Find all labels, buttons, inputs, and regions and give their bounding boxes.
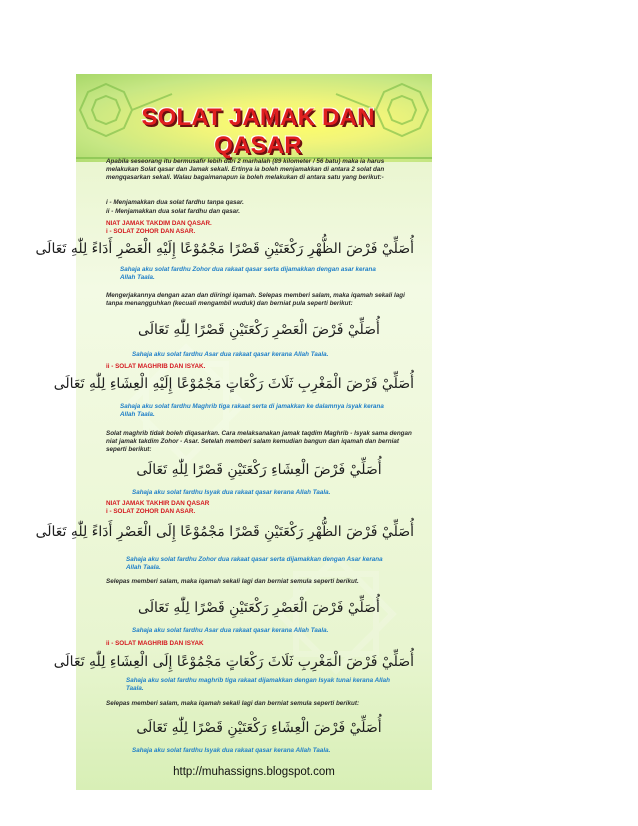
footer-link[interactable]: http://muhassigns.blogspot.com xyxy=(173,766,335,778)
subheading-maghrib-isyak: ii - SOLAT MAGHRIB DAN ISYAK xyxy=(106,640,204,647)
translation-maghrib-takhir: Sahaja aku solat fardhu maghrib tiga rakaat dijamakkan dengan Isyak tunai kerana Allah Taala. xyxy=(126,677,390,693)
translation-maghrib: Sahaja aku solat fardhu Maghrib tiga rakaat serta di jamakkan ke dalamnya isyak kerana Allah Taala. xyxy=(120,403,384,419)
section-heading-jamak-takdim: NIAT JAMAK TAKDIM DAN QASAR. xyxy=(106,220,212,227)
subheading-zohor-asar: i - SOLAT ZOHOR DAN ASAR. xyxy=(106,508,196,515)
arabic-niat-zohor: أُصَلِّيْ فَرْضَ الظُّهْرِ رَكْعَتَيْنِ قَصْرًا مَجْمُوْعًا إِلَيْهِ الْعَصْرِ أَدَاءً لِلّٰهِ تَعَالَى xyxy=(35,241,414,257)
translation-zohor: Sahaja aku solat fardhu Zohor dua rakaat qasar serta dijamakkan dengan asar kerana Allah Taala. xyxy=(120,266,376,282)
option-one: i - Menjamakkan dua solat fardhu tanpa qasar. xyxy=(106,199,244,206)
section-heading-jamak-takhir: NIAT JAMAK TAKHIR DAN QASAR xyxy=(106,500,210,507)
option-two: ii - Menjamakkan dua solat fardhu dan qasar. xyxy=(106,208,241,215)
note-text: Mengerjakannya dengan azan dan diiringi iqamah. Selepas memberi salam, maka iqamah sekali lagi tanpa menangguhkan (kecuali mengambil wuduk) dan berniat pula seperti berikut: xyxy=(106,292,405,308)
intro-text: Apabila seseorang itu bermusafir lebih dari 2 marhalah (89 kilometer / 56 batu) maka ia harus melakukan Solat qasar dan Jamak sekali. Ertinya ia boleh menjamakkan di antara 2 solat dan mengqasarkan sekali. Walau bagaimanapun ia boleh melakukan di antara satu yang berikut:- xyxy=(106,158,385,182)
arabic-niat-isyak-takhir: أُصَلِّيْ فَرْضَ الْعِشَاءِ رَكْعَتَيْنِ قَصْرًا لِلّٰهِ تَعَالَى xyxy=(136,720,382,736)
translation-zohor-takhir: Sahaja aku solat fardhu Zohor dua rakaat qasar serta dijamakkan dengan Asar kerana Allah Taala. xyxy=(126,556,383,572)
note-text: Solat maghrib tidak boleh diqasarkan. Cara melaksanakan jamak taqdim Maghrib - Isyak sama dengan niat jamak takdim Zohor - Asar. Setelah memberi salam kemudian bangun dan iqamah dan berniat seperti berikut: xyxy=(106,430,412,454)
arabic-niat-maghrib-takhir: أُصَلِّيْ فَرْضَ الْمَغْرِبِ ثَلَاثَ رَكْعَاتٍ مَجْمُوْعًا إِلَى الْعِشَاءِ لِلّٰهِ تَعَالَى xyxy=(53,654,414,670)
arabic-niat-asar: أُصَلِّيْ فَرْضَ الْعَصْرِ رَكْعَتَيْنِ قَصْرًا لِلّٰهِ تَعَالَى xyxy=(138,322,380,338)
page-title: SOLAT JAMAK DAN QASAR xyxy=(141,104,375,159)
subheading-maghrib-isyak: ii - SOLAT MAGHRIB DAN ISYAK. xyxy=(106,363,206,370)
poster-header xyxy=(76,74,432,162)
poster xyxy=(35,74,432,790)
translation-isyak: Sahaja aku solat fardhu Isyak dua rakaat qasar kerana Allah Taala. xyxy=(132,489,331,496)
arabic-niat-isyak: أُصَلِّيْ فَرْضَ الْعِشَاءِ رَكْعَتَيْنِ قَصْرًا لِلّٰهِ تَعَالَى xyxy=(136,462,382,478)
note-text: Selepas memberi salam, maka iqamah sekali lagi dan berniat semula seperti berikut. xyxy=(106,578,359,585)
arabic-niat-asar-takhir: أُصَلِّيْ فَرْضَ الْعَصْرِ رَكْعَتَيْنِ قَصْرًا لِلّٰهِ تَعَالَى xyxy=(138,600,380,616)
translation-asar: Sahaja aku solat fardhu Asar dua rakaat qasar kerana Allah Taala. xyxy=(132,351,329,358)
translation-asar-takhir: Sahaja aku solat fardhu Asar dua rakaat qasar kerana Allah Taala. xyxy=(132,627,329,634)
note-text: Selepas memberi salam, maka iqamah sekali lagi dan berniat semula seperti berikut: xyxy=(106,700,360,707)
arabic-niat-zohor-takhir: أُصَلِّيْ فَرْضَ الظُّهْرِ رَكْعَتَيْنِ قَصْرًا مَجْمُوْعًا إِلَى الْعَصْرِ أَدَاءً لِلّٰهِ تَعَالَى xyxy=(35,524,414,540)
arabic-niat-maghrib: أُصَلِّيْ فَرْضَ الْمَغْرِبِ ثَلَاثَ رَكْعَاتٍ مَجْمُوْعًا إِلَيْهِ الْعِشَاءِ لِلّٰهِ تَعَالَى xyxy=(53,376,414,392)
translation-isyak-takhir: Sahaja aku solat fardhu Isyak dua rakaat qasar kerana Allah Taala. xyxy=(132,747,331,754)
subheading-zohor-asar: i - SOLAT ZOHOR DAN ASAR. xyxy=(106,228,196,235)
